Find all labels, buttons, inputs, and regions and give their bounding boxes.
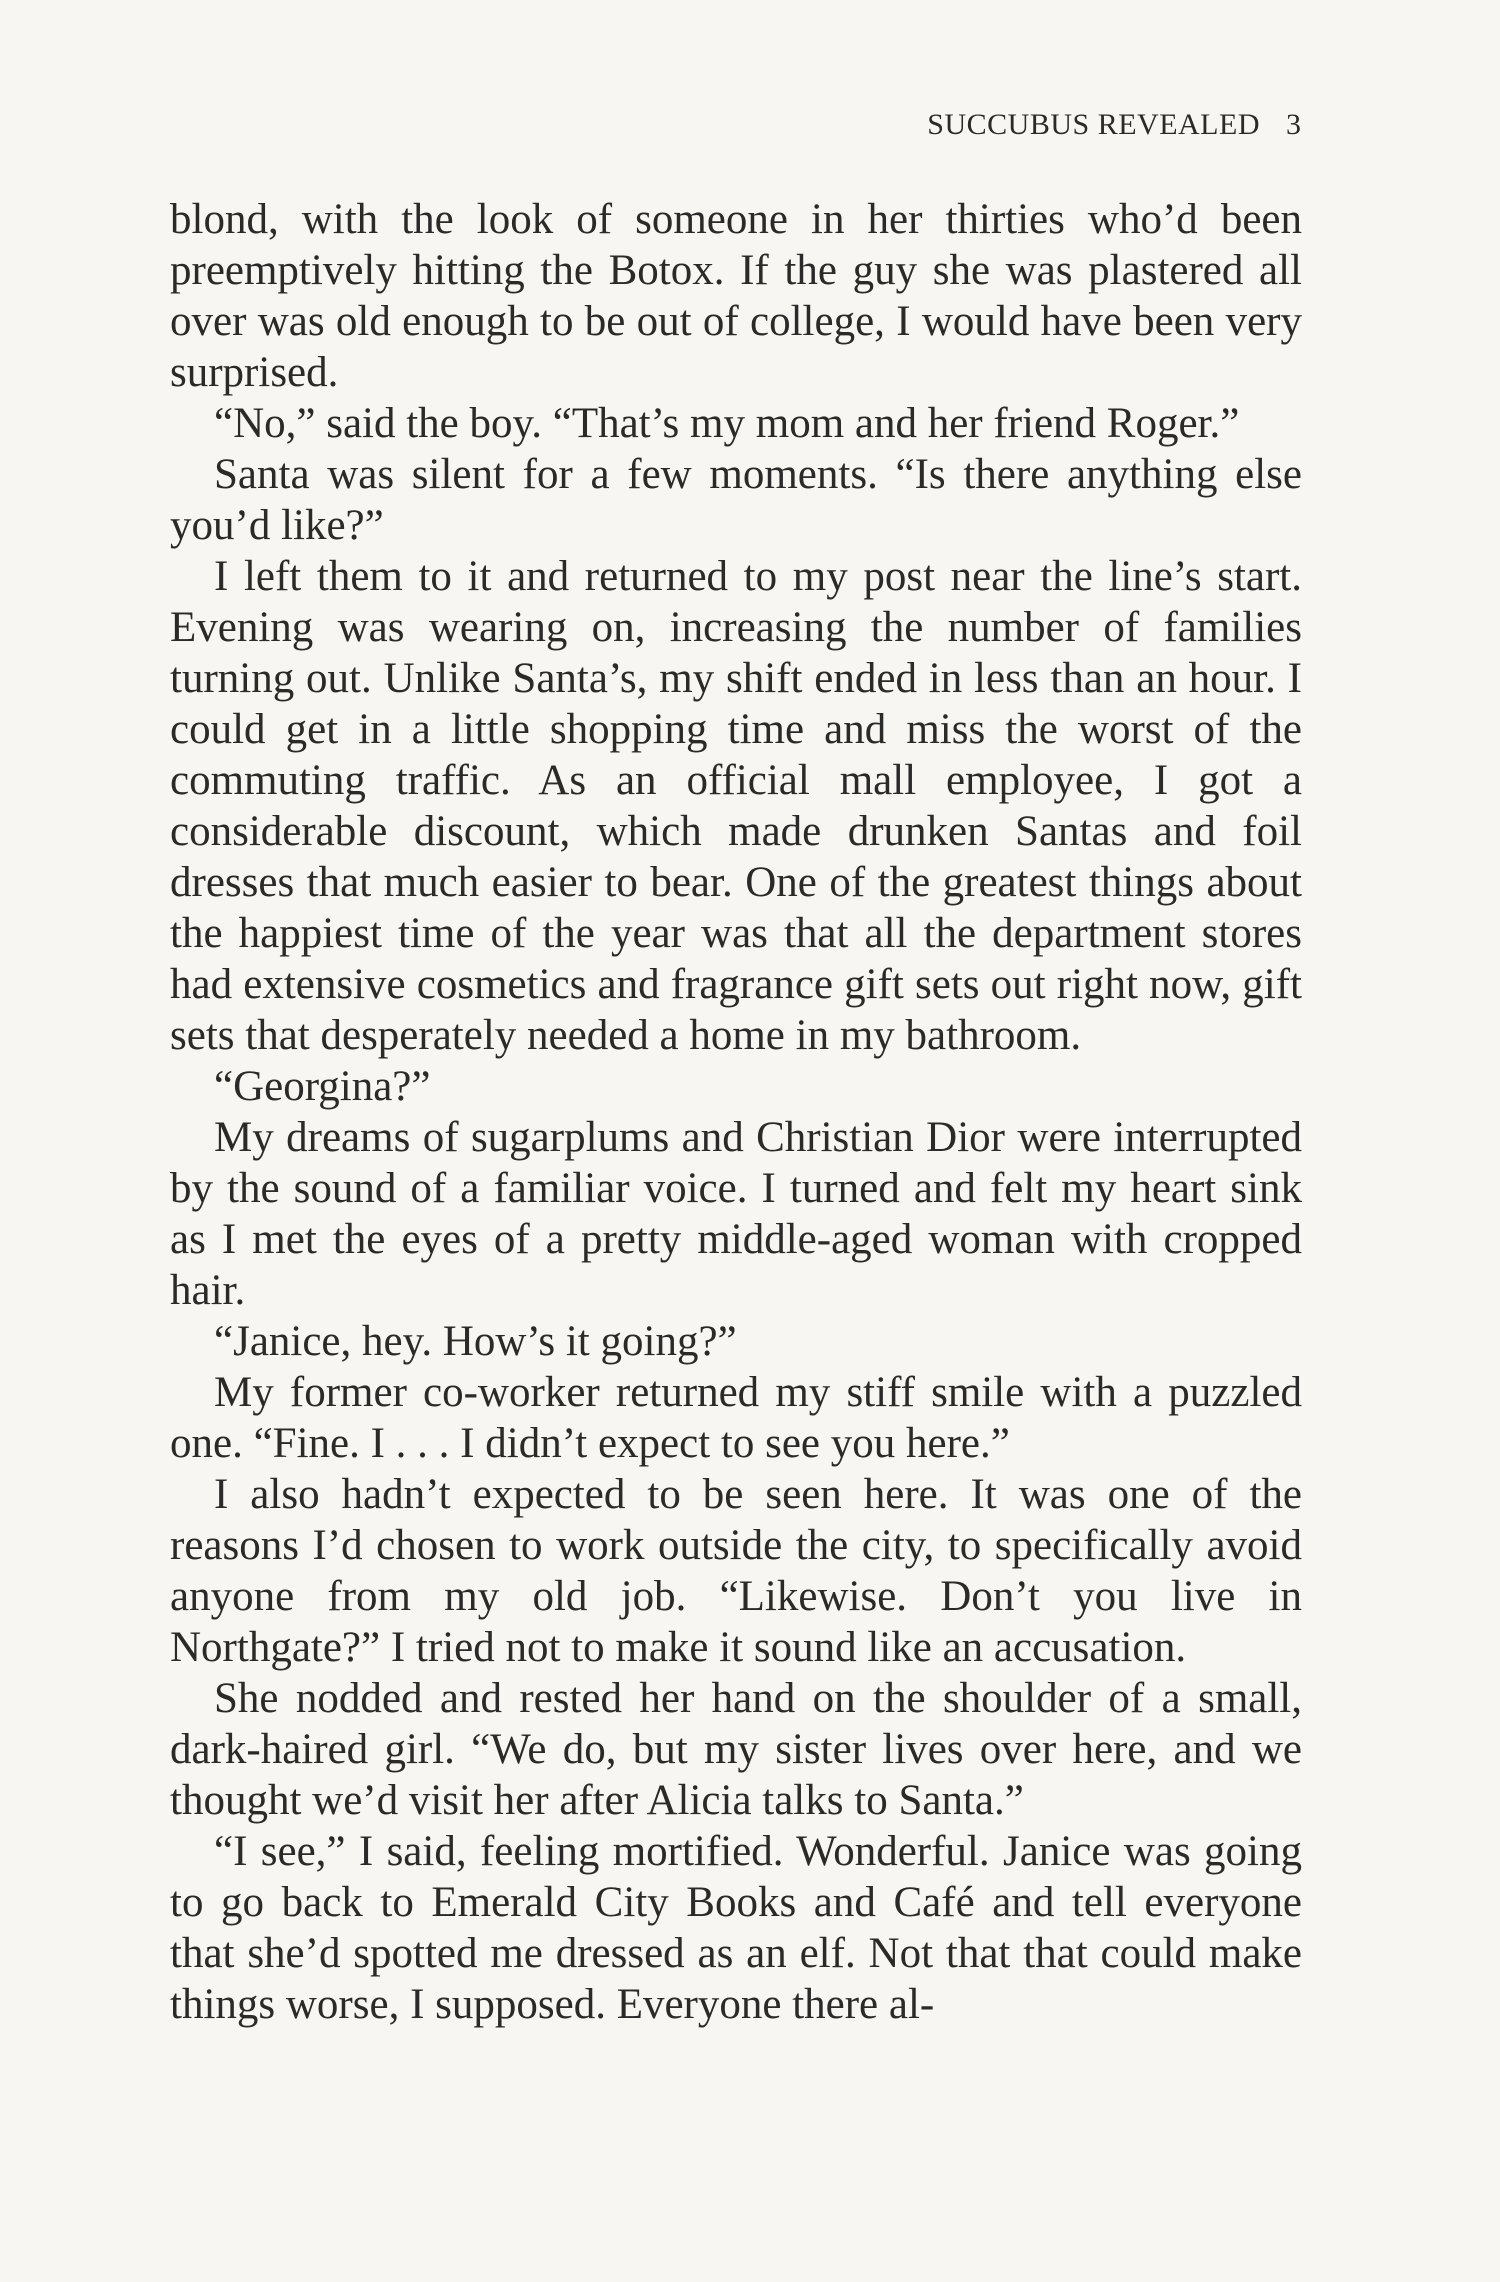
paragraph: My former co-worker returned my stiff smile with a puzzled one. “Fine. I . . . I didn’t expect to see you here.”	[170, 1369, 1302, 1467]
paragraph: She nodded and rested her hand on the shoulder of a small, dark-haired girl. “We do, but my sister lives over here, and we thought we’d visit her after Alicia talks to Santa.”	[170, 1675, 1302, 1824]
body-text	[170, 194, 1302, 2030]
paragraph: I left them to it and returned to my post near the line’s start. Evening was wearing on, increasing the number of families turning out. Unlike Santa’s, my shift ended in less than an hour. I could get in a little shopping time and miss the worst of the commuting traffic. As an official mall employee, I got a considerable discount, which made drunken Santas and foil dresses that much easier to bear. One of the greatest things about the happiest time of the year was that all the department stores had extensive cosmetics and fragrance gift sets out right now, gift sets that desperately needed a home in my bathroom.	[170, 553, 1302, 1059]
running-head	[0, 108, 1302, 142]
paragraph: “Georgina?”	[214, 1063, 431, 1110]
book-title: SUCCUBUS REVEALED	[927, 108, 1260, 141]
paragraph: My dreams of sugarplums and Christian Dior were interrupted by the sound of a familiar voice. I turned and felt my heart sink as I met the eyes of a pretty middle-aged woman with cropped hair.	[170, 1114, 1302, 1314]
paragraph: blond, with the look of someone in her thirties who’d been preemptively hitting the Botox. If the guy she was plastered all over was old enough to be out of college, I would have been very surprised.	[170, 196, 1302, 396]
paragraph: Santa was silent for a few moments. “Is there anything else you’d like?”	[170, 451, 1302, 549]
paragraph: I also hadn’t expected to be seen here. It was one of the reasons I’d chosen to work outside the city, to specifically avoid anyone from my old job. “Likewise. Don’t you live in Northgate?” I tried not to make it sound like an accusation.	[170, 1471, 1302, 1671]
paragraph: “Janice, hey. How’s it going?”	[214, 1318, 737, 1365]
paragraph: “I see,” I said, feeling mortified. Wonderful. Janice was going to go back to Emerald City Books and Café and tell everyone that she’d spotted me dressed as an elf. Not that that could make things worse, I supposed. Everyone there al-	[170, 1828, 1302, 2028]
paragraph: “No,” said the boy. “That’s my mom and her friend Roger.”	[214, 400, 1240, 447]
page-number: 3	[1286, 108, 1302, 141]
